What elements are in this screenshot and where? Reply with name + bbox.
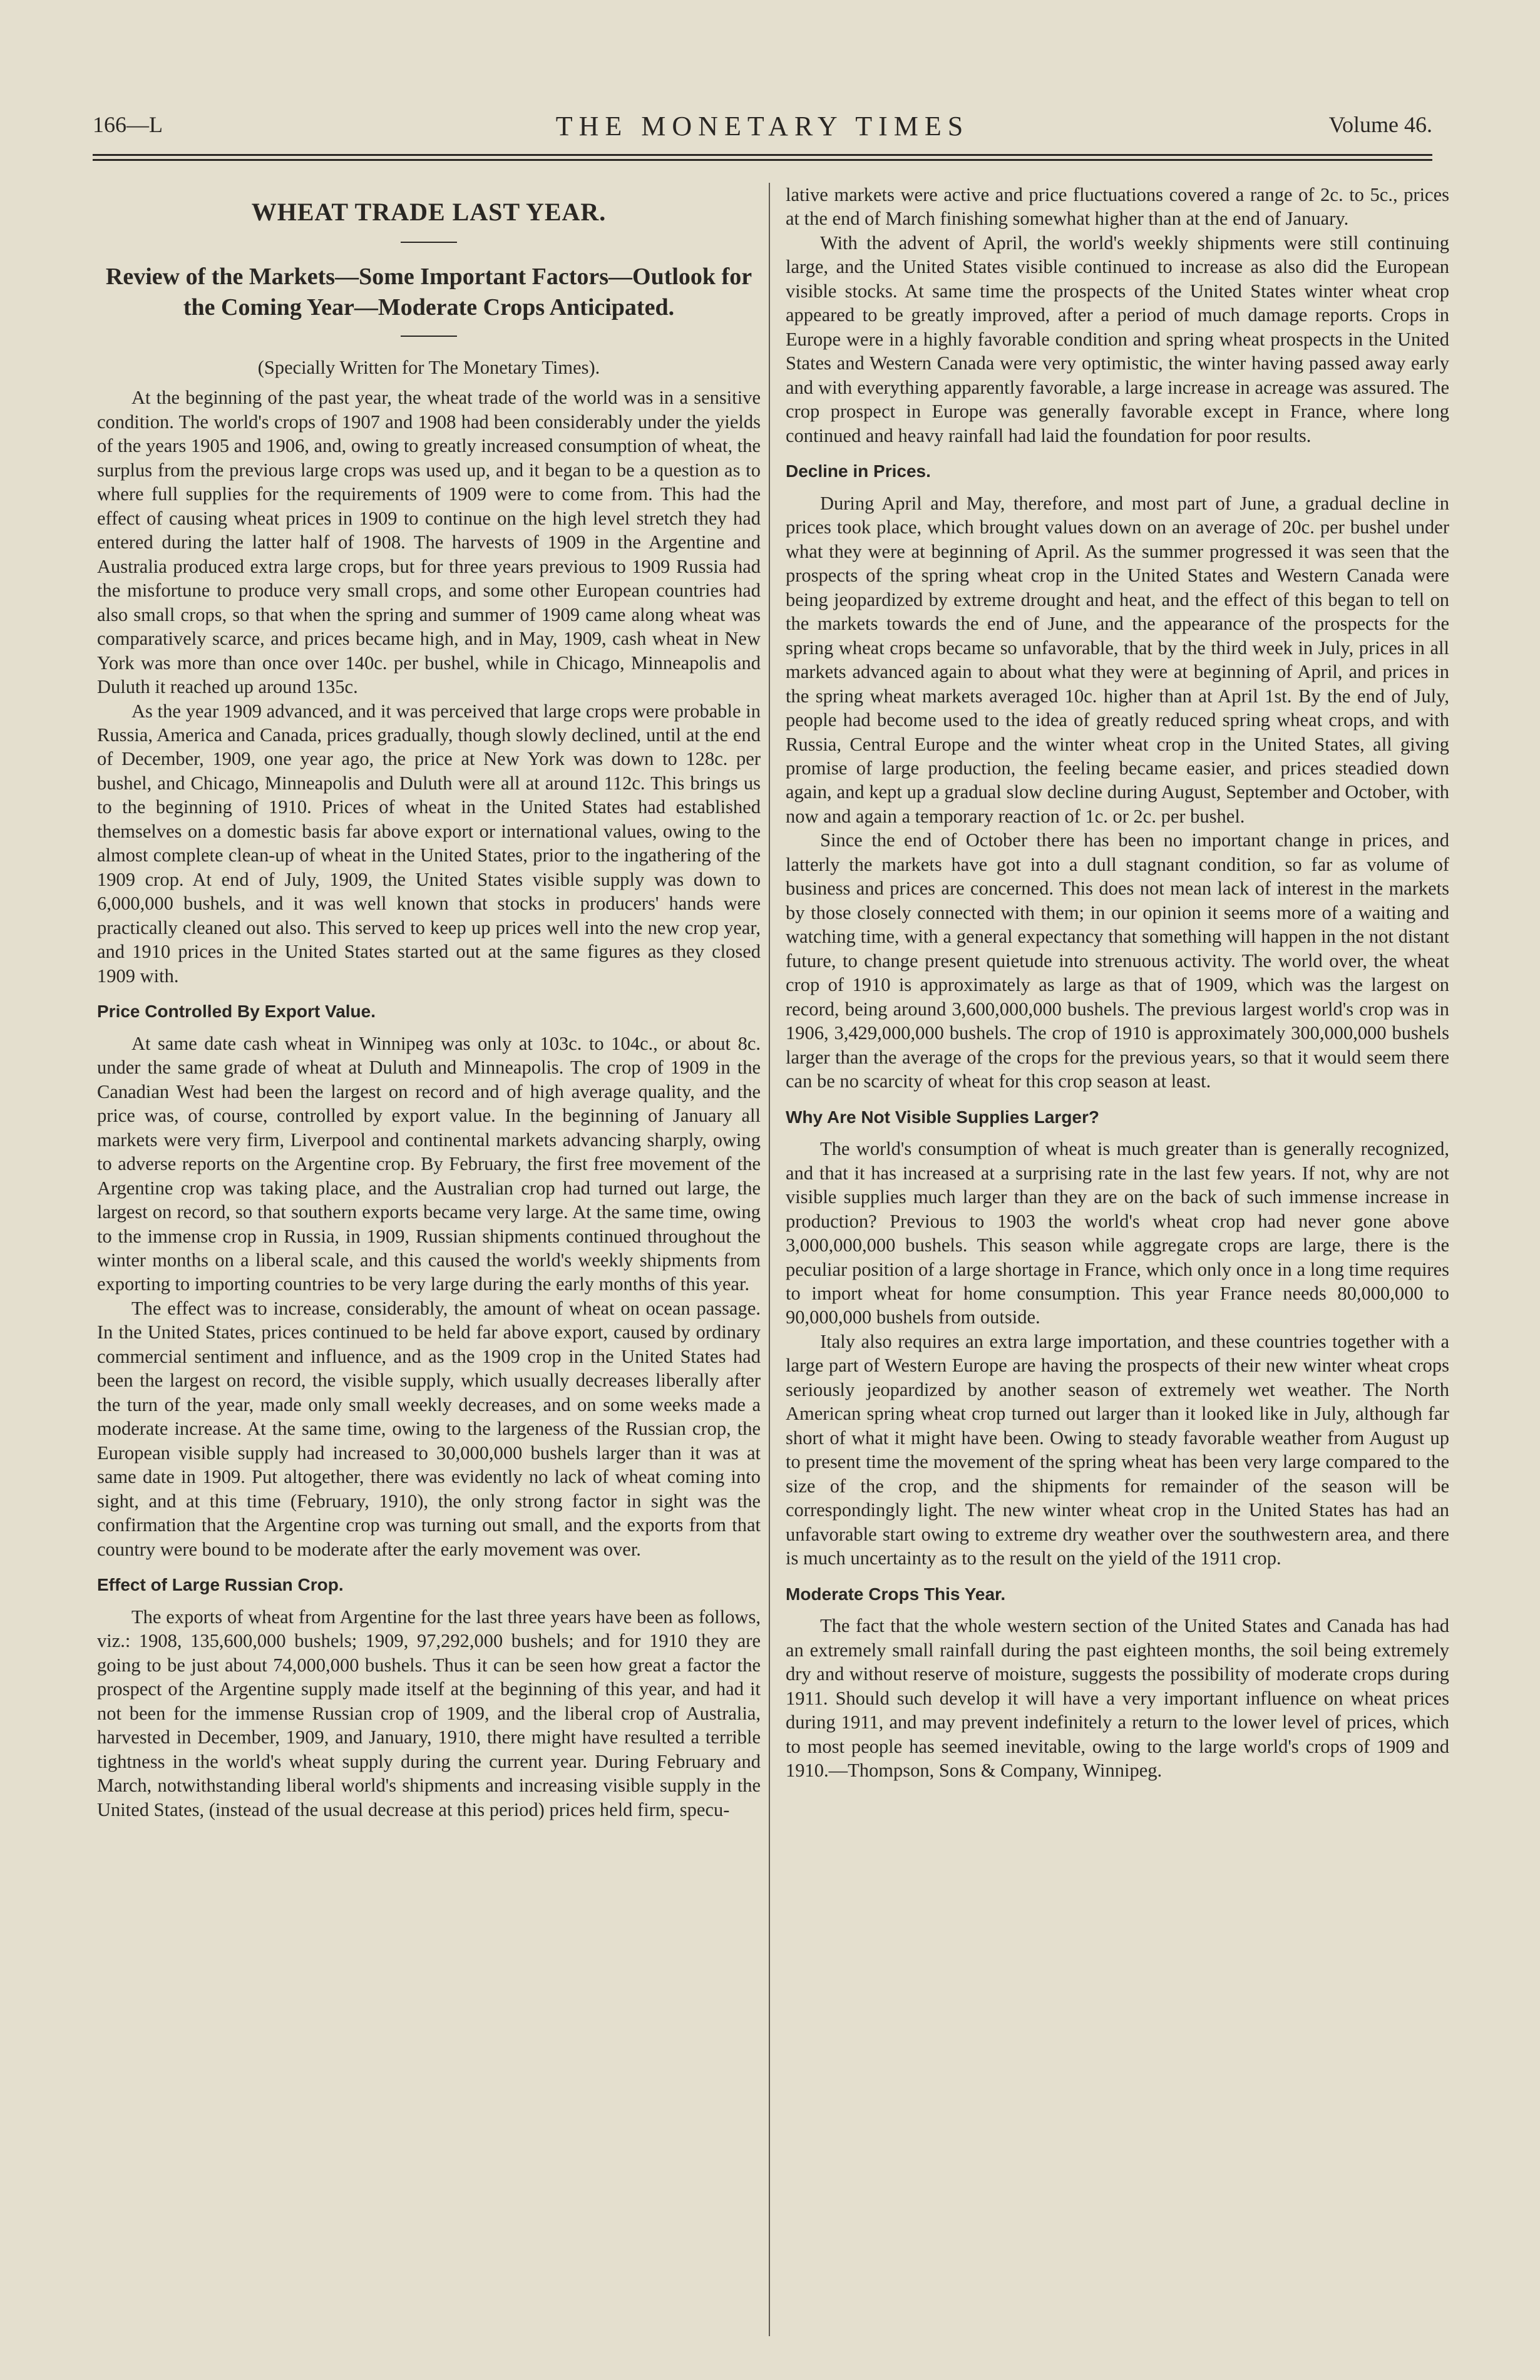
left-column [97,183,761,2346]
section-heading: Moderate Crops This Year. [786,1584,1006,1604]
paragraph: The effect was to increase, considerably, the amount of wheat on ocean passage. In the United States, prices continued to be held far above export, caused by ordinary commercial sentiment and influence, and as the 1909 crop in the United States had been the largest on record, the visible supply, which usually decreases liberally after the turn of the year, made only small weekly decreases, and on some weeks made a moderate increase. At the same time, owing to the largeness of the Russian crop, the European visible supply had increased to 30,000,000 bushels larger than it was at same date in 1909. Put altogether, there was evidently no lack of wheat coming into sight, and at this time (February, 1910), the only strong factor in sight was the confirmation that the Argentine crop was turning out small, and the exports from that country were bound to be moderate after the early movement was over. [97,1297,761,1560]
header-rule-bottom [93,159,1432,161]
paragraph: Since the end of October there has been no important change in prices, and latterly the markets have got into a dull stagnant condition, so far as volume of business and prices are concerned. This does not mean lack of interest in the markets by those closely connected with them; in our opinion it seems more of a waiting and watching time, with a general expectancy that something will happen in the not distant future, to change present quietude into strenuous activity. The world over, the wheat crop of 1910 is approximately as large as that of 1909, which was the largest on record, being around 3,600,000,000 bushels. The previous largest world's crop was in 1906, 3,429,000,000 bushels. The crop of 1910 is approximately 300,000,000 bushels larger than the average of the crops for the previous years, so that it would seem there can be no scarcity of wheat for this crop season at least. [786,829,1449,1092]
header-rule-top [93,154,1432,156]
volume-number: Volume 46. [1328,112,1432,137]
paragraph: The exports of wheat from Argentine for the last three years have been as follows, viz.: 1908, 135,600,000 bushels; 1909, 97,292,000 bushels; and for 1910 they are going to be just about 74,000,000 bushels. Thus it can be seen how great a factor the prospect of the Argentine supply made itself at the beginning of this year, and had it not been for the immense Russian crop of 1909, and the liberal crop of Australia, harvested in December, 1909, and January, 1910, there might have resulted a terrible tightness in the world's wheat supply during the current year. During February and March, notwithstanding liberal world's shipments and increasing visible supply in the United States, (instead of the usual decrease at this period) prices held firm, specu- [97,1606,761,1820]
title-rule [401,242,457,243]
paragraph: At same date cash wheat in Winnipeg was only at 103c. to 104c., or about 8c. under the same grade of wheat at Duluth and Minneapolis. The crop of 1909 in the Canadian West had been the largest on record and of high average quality, and the price was, of course, controlled by export value. In the beginning of January all markets were very firm, Liverpool and continental markets advancing sharply, owing to adverse reports on the Argentine crop. By February, the first free movement of the Argentine crop was taking place, and the Australian crop had turned out large, the largest on record, so that southern exports became very large. At the same time, owing to the immense crop in Russia, in 1909, Russian shipments continued throughout the winter months on a liberal scale, and this caused the world's weekly shipments from exporting to importing countries to be very large during the early months of this year. [97,1032,761,1295]
subtitle-rule [401,336,457,337]
section-heading: Effect of Large Russian Crop. [97,1575,344,1595]
paragraph: Italy also requires an extra large importation, and these countries together with a large part of Western Europe are having the prospects of their new winter wheat crops seriously jeopardized by another season of extremely wet weather. The North American spring wheat crop turned out larger than it looked like in July, although far short of what it might have been. Owing to steady favorable weather from August up to present time the movement of the spring wheat has been very large compared to the size of the crop, and the shipments for remainder of the season will be correspondingly light. The new winter wheat crop in the United States has had an unfavorable start owing to extreme dry weather over the southwestern area, and there is much uncertainty as to the result on the yield of the 1911 crop. [786,1330,1449,1569]
column-divider [769,183,770,2336]
byline: (Specially Written for The Monetary Times). [257,356,600,378]
paragraph: During April and May, therefore, and most part of June, a gradual decline in prices took place, which brought values down on an average of 20c. per bushel under what they were at beginning of April. As the summer progressed it was seen that the prospects of the spring wheat crop in the United States and Western Canada were being jeopardized by extreme drought and heat, and the effect of this began to tell on the markets towards the end of June, and the appearance of the prospects for the spring wheat crops became so unfavorable, that by the third week in July, prices in all markets advanced again to about what they were at beginning of April, and prices in the spring wheat markets averaged 10c. higher than at April 1st. By the end of July, people had become used to the idea of greatly reduced spring wheat crops, and with Russia, Central Europe and the winter wheat crop in the United States, all giving promise of large production, the feeling became easier, and prices steadied down again, and kept up a gradual slow decline during August, September and October, with now and again a temporary reaction of 1c. or 2c. per bushel. [786,492,1449,827]
paragraph: The fact that the whole western section of the United States and Canada has had an extremely small rainfall during the past eighteen months, the soil being extremely dry and without reserve of moisture, suggests the possibility of moderate crops during 1911. Should such develop it will have a very important influence on wheat prices during 1911, and may prevent indefinitely a return to the lower level of prices, which to most people has seemed inevitable, owing to the large world's crops of 1909 and 1910.—Thompson, Sons & Company, Winnipeg. [786,1615,1449,1782]
page-number: 166—L [93,112,163,137]
running-header [93,111,1432,149]
paragraph: The world's consumption of wheat is much greater than is generally recognized, and that it has increased at a surprising rate in the last few years. If not, why are not visible supplies much larger than they are on the back of such immense increase in production? Previous to 1903 the world's wheat crop had never gone above 3,000,000,000 bushels. This season while aggregate crops are large, there is the peculiar position of a large shortage in France, which only once in a long time requires to import wheat for home consumption. This year France needs 80,000,000 to 90,000,000 bushels from outside. [786,1138,1449,1328]
paragraph: At the beginning of the past year, the wheat trade of the world was in a sensitive condition. The world's crops of 1907 and 1908 had been considerably under the yields of the years 1905 and 1906, and, owing to greatly increased consumption of wheat, the surplus from the previous large crops was used up, and it began to be a question as to where full supplies for the requirements of 1909 were to come from. This had the effect of causing wheat prices in 1909 to continue on the high level stretch they had entered during the latter half of 1908. The harvests of 1909 in the Argentine and Australia produced extra large crops, but for three years previous to 1909 Russia had the misfortune to produce very small crops, and some other European countries had also small crops, so that when the spring and summer of 1909 came along wheat was comparatively scarce, and prices became high, and in May, 1909, cash wheat in New York was more than once over 140c. per bushel, while in Chicago, Minneapolis and Duluth it reached up around 135c. [97,387,761,698]
article-subtitle: Review of the Markets—Some Important Factors—Outlook for the Coming Year—Moderate Crops Anticipated. [105,264,752,321]
paragraph: lative markets were active and price fluctuations covered a range of 2c. to 5c., prices at the end of March finishing somewhat higher than at the end of January. [786,184,1449,230]
paragraph: With the advent of April, the world's weekly shipments were still continuing large, and the United States visible continued to increase as also did the European visible stocks. At same time the prospects of the United States winter wheat crop appeared to be greatly improved, after a period of much damage reports. Crops in Europe were in a highly favorable condition and spring wheat prospects in the United States and Western Canada were very optimistic, the winter having passed away early and with everything apparently favorable, a large increase in acreage was assured. The crop prospect in Europe was generally favorable except in France, where long continued and heavy rainfall had laid the foundation for poor results. [786,232,1449,446]
publication-title: THE MONETARY TIMES [555,111,970,141]
section-heading: Why Are Not Visible Supplies Larger? [786,1107,1099,1127]
article-title: WHEAT TRADE LAST YEAR. [251,198,607,226]
section-heading: Price Controlled By Export Value. [97,1002,376,1022]
paragraph: As the year 1909 advanced, and it was perceived that large crops were probable in Russia, America and Canada, prices gradually, though slowly declined, until at the end of December, 1909, one year ago, the price at New York was down to 128c. per bushel, and Chicago, Minneapolis and Duluth were all at around 112c. This brings us to the beginning of 1910. Prices of wheat in the United States had established themselves on a domestic basis far above export or international values, owing to the almost complete clean-up of wheat in the United States, prior to the ingathering of the 1909 crop. At end of July, 1909, the United States visible supply was down to 6,000,000 bushels, and it was well known that stocks in producers' hands were practically cleaned out also. This served to keep up prices well into the new crop year, and 1910 prices in the United States started out at the same figures as they closed 1909 with. [97,700,761,987]
right-column [786,183,1449,2346]
section-heading: Decline in Prices. [786,461,931,481]
